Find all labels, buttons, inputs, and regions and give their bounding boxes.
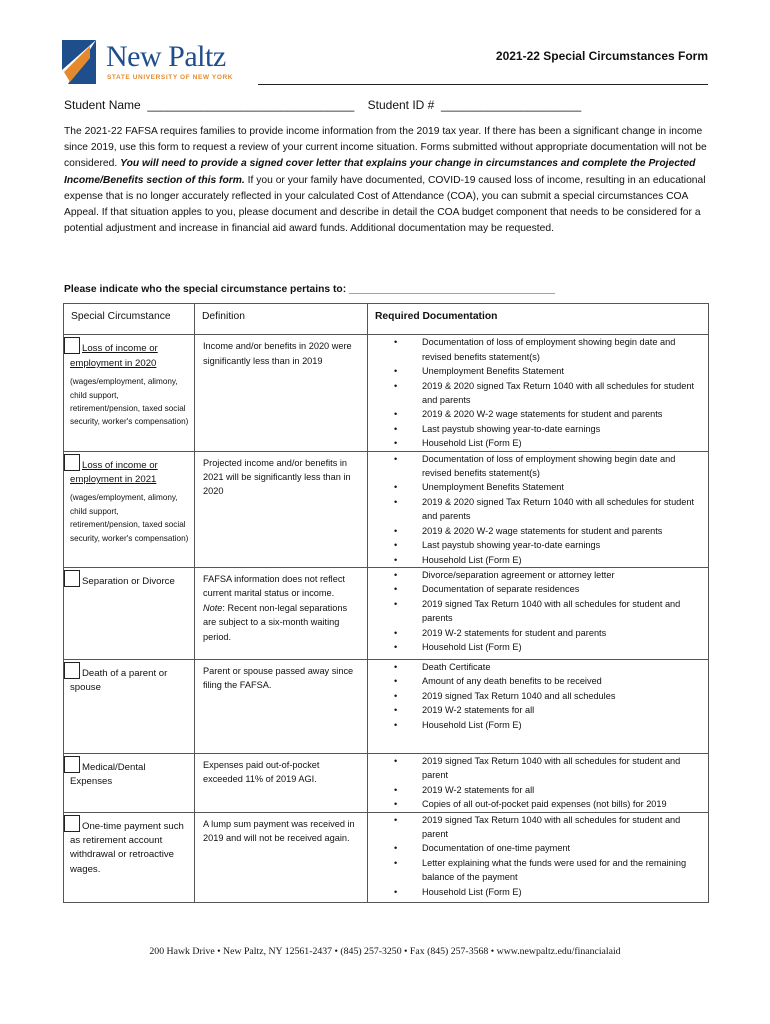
list-item: • Copies of all out-of-pocket paid expenses (not bills) for 2019 <box>394 797 702 811</box>
circumstance-title: Death of a parent or spouse <box>70 667 168 694</box>
circumstance-cell <box>64 567 195 659</box>
list-item: • 2019 & 2020 W-2 wage statements for student and parents <box>394 524 702 538</box>
student-id-label: Student ID # <box>367 98 435 112</box>
list-item: • Documentation of separate residences <box>394 582 702 596</box>
intro-text-1: The 2021-22 FAFSA requires families to provide income information from the 2019 tax year. If there has been a significant change in income since 2019, use this form to request a review of your current income situation. Forms submitted without appropriate documentation will not be considered. <box>64 126 707 170</box>
student-info-line <box>64 98 581 112</box>
definition-cell <box>195 567 368 659</box>
table-row <box>64 753 709 812</box>
checkbox-loss-2020[interactable] <box>64 337 80 354</box>
logo-subtitle: STATE UNIVERSITY OF NEW YORK <box>107 74 234 81</box>
list-item: • Unemployment Benefits Statement <box>394 364 702 378</box>
pertains-line <box>64 284 555 295</box>
circumstance-title: Loss of income or employment in 2021 <box>70 459 158 486</box>
definition-note: : Recent non-legal separations are subject to a six-month waiting period. <box>203 602 348 642</box>
list-item: • 2019 W-2 statements for all <box>394 703 702 717</box>
list-item: • Household List (Form E) <box>394 885 702 899</box>
list-item: • Household List (Form E) <box>394 553 702 567</box>
list-item: • Unemployment Benefits Statement <box>394 480 702 494</box>
circumstance-cell <box>64 753 195 812</box>
checkbox-death[interactable] <box>64 662 80 679</box>
definition-text: A lump sum payment was received in 2019 and will not be received again. <box>203 818 355 843</box>
intro-emphasis: You will need to provide a signed cover letter that explains your change in circumstances and complete the Projected Income/Benefits section of this form. <box>64 158 696 186</box>
table-row <box>64 567 709 659</box>
pertains-label: Please indicate who the special circumstance pertains to: <box>64 284 347 295</box>
checkbox-one-time-payment[interactable] <box>64 815 80 832</box>
documentation-cell <box>368 335 709 451</box>
circumstance-title: Loss of income or employment in 2020 <box>70 343 158 369</box>
title-divider <box>258 84 708 85</box>
header-definition: Definition <box>195 304 368 335</box>
list-item: • 2019 signed Tax Return 1040 with all schedules for student and parent <box>394 754 702 783</box>
table-row <box>64 451 709 567</box>
circumstance-title: One-time payment such as retirement account withdrawal or retroactive wages. <box>70 820 184 875</box>
table-row <box>64 812 709 902</box>
student-name-field[interactable]: _______________________________ <box>144 98 365 112</box>
definition-cell <box>195 335 368 451</box>
new-paltz-logo <box>60 38 250 86</box>
list-item: • Household List (Form E) <box>394 718 702 732</box>
list-item: • 2019 signed Tax Return 1040 and all schedules <box>394 689 702 703</box>
list-item: • Last paystub showing year-to-date earnings <box>394 422 702 436</box>
list-item: • Last paystub showing year-to-date earnings <box>394 538 702 552</box>
circumstance-cell <box>64 659 195 753</box>
definition-text: FAFSA information does not reflect current marital status or income. <box>203 573 345 599</box>
list-item: • Household List (Form E) <box>394 640 702 654</box>
definition-cell <box>195 659 368 753</box>
circumstance-cell <box>64 335 195 451</box>
list-item: • Documentation of loss of employment showing begin date and revised benefits statement(s) <box>394 335 702 364</box>
circumstance-note: (wages/employment, alimony, child support, retirement/pension, taxed social security, worker's compensation) <box>70 493 189 543</box>
list-item: • Documentation of loss of employment showing begin date and revised benefits statement(s) <box>394 452 702 481</box>
table-row <box>64 335 709 451</box>
documentation-cell <box>368 567 709 659</box>
checkbox-separation[interactable] <box>64 570 80 587</box>
footer-contact: 200 Hawk Drive • New Paltz, NY 12561-2437 • (845) 257-3250 • Fax (845) 257-3568 • www.newpaltz.edu/financialaid <box>149 946 621 957</box>
definition-cell <box>195 812 368 902</box>
circumstance-title: Separation or Divorce <box>82 575 175 587</box>
definition-text: Parent or spouse passed away since filing the FAFSA. <box>203 665 354 691</box>
header-required-documentation: Required Documentation <box>368 304 709 335</box>
list-item: • 2019 signed Tax Return 1040 with all schedules for student and parents <box>394 597 702 626</box>
list-item: • Documentation of one-time payment <box>394 841 702 855</box>
circumstance-cell <box>64 451 195 567</box>
definition-note-label: Note <box>203 602 223 613</box>
list-item: • Death Certificate <box>394 660 702 674</box>
header-special-circumstance: Special Circumstance <box>64 304 195 335</box>
checkbox-medical[interactable] <box>64 756 80 773</box>
list-item: • Household List (Form E) <box>394 436 702 450</box>
list-item: • 2019 W-2 statements for student and parents <box>394 626 702 640</box>
list-item: • 2019 signed Tax Return 1040 with all schedules for student and parent <box>394 813 702 842</box>
circumstance-title: Medical/Dental Expenses <box>70 761 146 788</box>
table-row <box>64 659 709 753</box>
definition-text: Income and/or benefits in 2020 were significantly less than in 2019 <box>203 341 352 366</box>
documentation-cell <box>368 753 709 812</box>
list-item: • 2019 W-2 statements for all <box>394 783 702 797</box>
definition-cell <box>195 753 368 812</box>
student-id-field[interactable]: _____________________ <box>437 98 582 112</box>
list-item: • Letter explaining what the funds were used for and the remaining balance of the payment <box>394 856 702 885</box>
definition-cell <box>195 451 368 567</box>
list-item: • 2019 & 2020 signed Tax Return 1040 with all schedules for student and parents <box>394 379 702 408</box>
circumstance-cell <box>64 812 195 902</box>
table-header-row <box>64 304 709 335</box>
list-item: • Amount of any death benefits to be received <box>394 674 702 688</box>
definition-text: Projected income and/or benefits in 2021 will be significantly less than in 2020 <box>203 457 351 497</box>
list-item: • 2019 & 2020 signed Tax Return 1040 with all schedules for student and parents <box>394 495 702 524</box>
definition-text: Expenses paid out-of-pocket exceeded 11% of 2019 AGI. <box>203 759 320 785</box>
logo-mark-icon <box>60 38 100 86</box>
documentation-cell <box>368 451 709 567</box>
documentation-cell <box>368 659 709 753</box>
list-item: • 2019 & 2020 W-2 wage statements for student and parents <box>394 407 702 421</box>
form-title: 2021-22 Special Circumstances Form <box>495 49 708 63</box>
intro-paragraph <box>64 124 712 237</box>
intro-text-2: If you or your family have documented, COVID-19 caused loss of income, resulting in an educational expense that is no longer accurately reflected in your calculated Cost of Attendance (COA), you can submit a special circumstances COA Appeal. If that situation apples to you, please document and describe in detail the COA budget component that needs to be considered for a potential adjustment and increase in financial aid award funds. Additional documentation may be requested. <box>64 174 706 235</box>
circumstances-table <box>63 303 709 903</box>
documentation-cell <box>368 812 709 902</box>
pertains-field[interactable]: ____________________________________ <box>349 284 556 295</box>
logo-wordmark: New Paltz <box>106 40 226 73</box>
checkbox-loss-2021[interactable] <box>64 454 80 471</box>
student-name-label: Student Name <box>64 98 141 112</box>
list-item: • Divorce/separation agreement or attorney letter <box>394 568 702 582</box>
circumstance-note: (wages/employment, alimony, child support, retirement/pension, taxed social security, worker's compensation) <box>70 377 189 427</box>
